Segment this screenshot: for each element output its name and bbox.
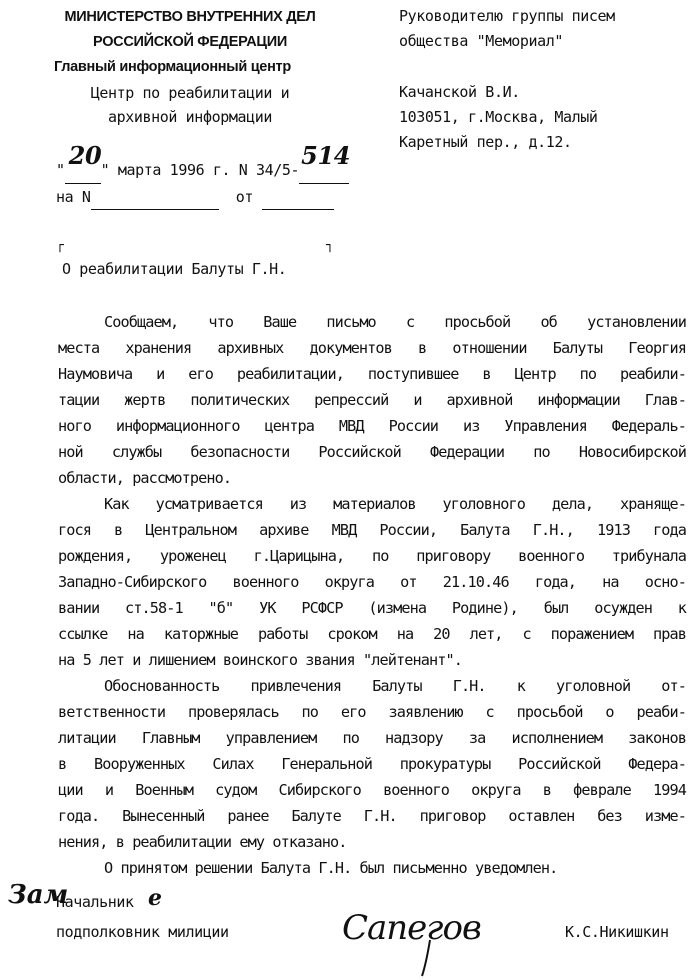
signatory-title-line-2: подполковник милиции — [56, 923, 229, 941]
dateline-month-year-number: " марта 1996 г. N 34/5- — [100, 161, 300, 179]
addressee-line-2: общества "Мемориал" — [399, 32, 563, 50]
body-line: места хранения архивных документов в отношении Балуты Георгия — [58, 339, 686, 357]
ministry-line-2: РОССИЙСКОЙ ФЕДЕРАЦИИ — [93, 34, 287, 50]
dateline-day-handwritten: 20 — [68, 141, 102, 170]
body-line: тации жертв политических репрессий и архивной информации Глав- — [58, 391, 686, 409]
body-line: в Вооруженных Силах Генеральной прокуратуры Российской Федера- — [58, 755, 686, 773]
subject-corner-left: ┌ — [56, 238, 64, 253]
addressee-address-line-1: 103051, г.Москва, Малый — [399, 108, 598, 126]
department-line-2: архивной информации — [108, 108, 272, 126]
dateline — [56, 141, 351, 183]
body-line: года. Вынесенный ранее Балуте Г.Н. приговор оставлен без изме- — [58, 807, 686, 825]
addressee-address-line-2: Каретный пер., д.12. — [399, 133, 572, 151]
body-line: нения, в реабилитации ему отказано. — [58, 833, 347, 851]
dateline-day-field — [65, 141, 102, 184]
handwritten-title-suffix: е — [148, 885, 162, 911]
body-line: Сообщаем, что Ваше письмо с просьбой об установлении — [104, 313, 686, 331]
addressee-name: Качанской В.И. — [399, 83, 520, 101]
body-line: ветственности проверялась по его заявлению с просьбой о реаби- — [58, 703, 686, 721]
subject-corner-right: ┐ — [326, 238, 334, 253]
body-line: Западно-Сибирского военного округа от 21.10.46 года, на осно- — [58, 573, 686, 591]
reference-line — [56, 185, 334, 209]
dateline-number-field — [299, 141, 351, 184]
body-line: гося в Центральном архиве МВД России, Балута Г.Н., 1913 года — [58, 521, 686, 539]
body-line: ного информационного центра МВД России из Управления Федераль- — [58, 417, 686, 435]
dateline-quote-open: " — [56, 161, 65, 179]
signature-mark: Сапегов — [342, 908, 481, 948]
signature-flourish-icon — [420, 938, 460, 978]
body-line: Как усматривается из материалов уголовного дела, хранящe- — [104, 495, 686, 513]
body-line: на 5 лет и лишением воинского звания "лейтенант". — [58, 651, 462, 669]
signatory-title-line-1: Начальник — [56, 893, 134, 911]
reference-date-blank — [262, 185, 334, 210]
body-line: рождения, уроженец г.Царицына, по приговору военного трибунала — [58, 547, 686, 565]
body-line: Обоснованность привлечения Балуты Г.Н. к уголовной от- — [104, 677, 686, 695]
ministry-line-1: МИНИСТЕРСТВО ВНУТРЕННИХ ДЕЛ — [64, 9, 316, 25]
body-line: литации Главным управлением по надзору за исполнением законов — [58, 729, 686, 747]
handwritten-deputy-prefix: Зам — [8, 880, 69, 910]
signatory-name: К.С.Никишкин — [565, 923, 669, 941]
body-line: ной службы безопасности Российской Федерации по Новосибирской — [58, 443, 686, 461]
reference-prefix: на N — [56, 188, 91, 206]
body-line: О принятом решении Балута Г.Н. был письменно уведомлен. — [104, 859, 558, 877]
reference-from-label: от — [235, 188, 254, 206]
addressee-line-1: Руководителю группы писем — [399, 7, 615, 25]
body-line: Наумовича и его реабилитации, поступившее в Центр по реабили- — [58, 365, 686, 383]
body-line: области, рассмотрено. — [58, 469, 232, 487]
body-line: ции и Военным судом Сибирского военного округа в феврале 1994 — [58, 781, 686, 799]
body-line: вании ст.58-1 "б" УК РСФСР (измена Родине), был осужден к — [58, 599, 686, 617]
center-name: Главный информационный центр — [54, 59, 291, 75]
dateline-number-handwritten: 514 — [301, 141, 351, 170]
reference-number-blank — [91, 185, 219, 210]
department-line-1: Центр по реабилитации и — [90, 84, 290, 102]
subject-line: О реабилитации Балуты Г.Н. — [62, 260, 287, 278]
body-line: ссылке на каторжные работы сроком на 20 лет, с поражением прав — [58, 625, 686, 643]
handwritten-signature — [342, 908, 481, 948]
